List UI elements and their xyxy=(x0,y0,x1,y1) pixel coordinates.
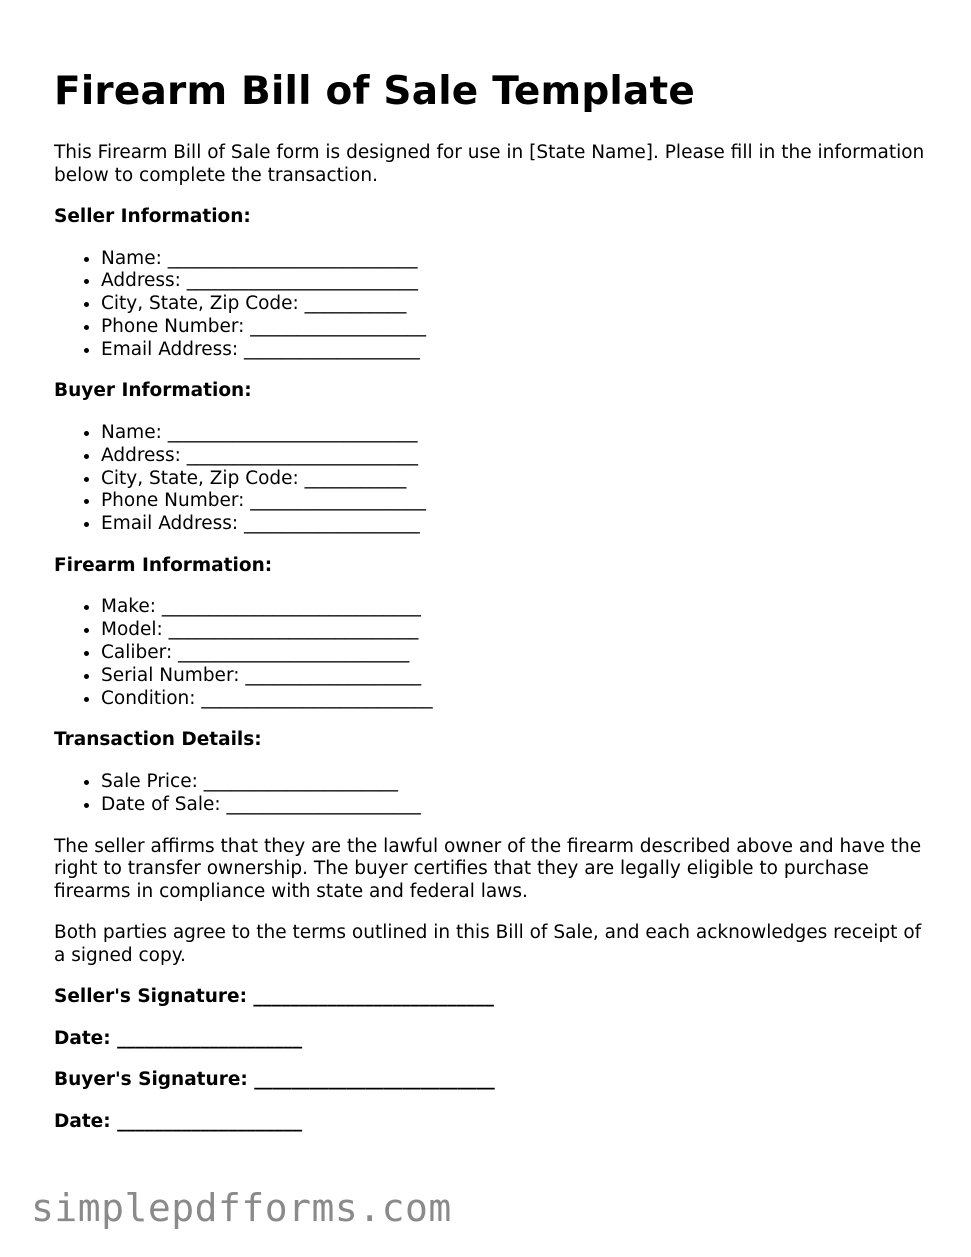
firearm-condition-field: • Condition: _________________________ xyxy=(101,688,934,711)
buyer-signature-line: Buyer's Signature: __________________________ xyxy=(54,1069,495,1091)
document-page xyxy=(54,66,934,1152)
buyer-info-list xyxy=(54,422,934,536)
buyer-phone-field: • Phone Number: ___________________ xyxy=(101,490,934,513)
seller-email-field: • Email Address: ___________________ xyxy=(101,339,934,362)
intro-paragraph: This Firearm Bill of Sale form is designed for use in [State Name]. Please fill in the information below to complete the transaction. xyxy=(54,142,925,186)
buyer-section-heading: Buyer Information: xyxy=(54,380,252,402)
page-title: Firearm Bill of Sale Template xyxy=(54,69,696,114)
agreement-paragraph: Both parties agree to the terms outlined in this Bill of Sale, and each acknowledges receipt of a signed copy. xyxy=(54,922,922,966)
seller-phone-field: • Phone Number: ___________________ xyxy=(101,316,934,339)
sale-price-field: • Sale Price: _____________________ xyxy=(101,771,934,794)
firearm-model-field: • Model: ___________________________ xyxy=(101,619,934,642)
firearm-serial-number-field: • Serial Number: ___________________ xyxy=(101,665,934,688)
buyer-city-state-zip-field: • City, State, Zip Code: ___________ xyxy=(101,468,934,491)
buyer-date-line: Date: ____________________ xyxy=(54,1110,303,1132)
firearm-make-field: • Make: ____________________________ xyxy=(101,596,934,619)
seller-info-list xyxy=(54,248,934,362)
buyer-address-field: • Address: _________________________ xyxy=(101,445,934,468)
transaction-section-heading: Transaction Details: xyxy=(54,729,262,751)
firearm-info-list xyxy=(54,596,934,710)
transaction-details-list xyxy=(54,771,934,817)
seller-address-field: • Address: _________________________ xyxy=(101,270,934,293)
affirmation-paragraph: The seller affirms that they are the lawful owner of the firearm described above and have the right to transfer ownership. The buyer certifies that they are legally eligible to purchase firearms in compliance with state and federal laws. xyxy=(54,835,922,902)
seller-city-state-zip-field: • City, State, Zip Code: ___________ xyxy=(101,293,934,316)
buyer-name-field: • Name: ___________________________ xyxy=(101,422,934,445)
firearm-caliber-field: • Caliber: _________________________ xyxy=(101,642,934,665)
date-of-sale-field: • Date of Sale: _____________________ xyxy=(101,794,934,817)
seller-signature-line: Seller's Signature: __________________________ xyxy=(54,986,494,1008)
watermark-text: simplepdfforms.com xyxy=(31,1186,452,1230)
buyer-email-field: • Email Address: ___________________ xyxy=(101,513,934,536)
seller-name-field: • Name: ___________________________ xyxy=(101,248,934,271)
firearm-section-heading: Firearm Information: xyxy=(54,554,273,576)
seller-section-heading: Seller Information: xyxy=(54,206,251,227)
seller-date-line: Date: ____________________ xyxy=(54,1027,303,1049)
